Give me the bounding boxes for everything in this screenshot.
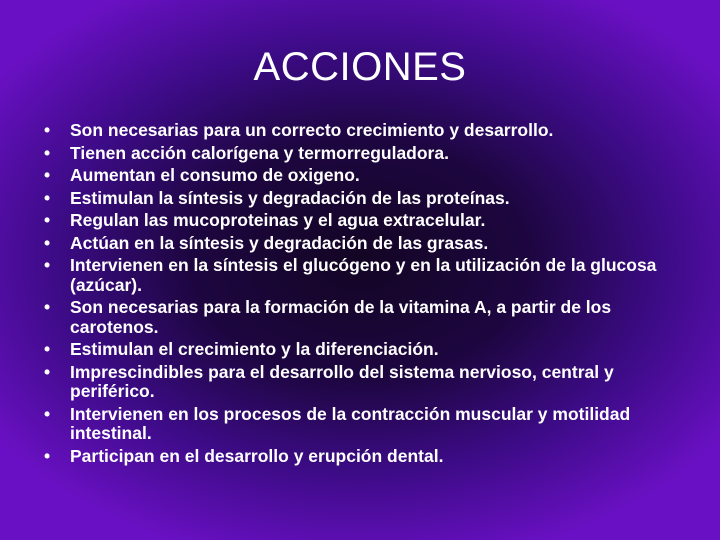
list-item-text: Imprescindibles para el desarrollo del sistema nervioso, central y periférico. (70, 361, 614, 401)
list-item (44, 405, 684, 444)
list-item (44, 340, 684, 360)
list-item (44, 211, 684, 231)
list-item (44, 298, 684, 337)
list-item (44, 121, 684, 141)
slide-title: ACCIONES (253, 45, 467, 89)
bullet-icon: • (44, 403, 51, 424)
list-item-text: Intervienen en la síntesis el glucógeno y en la utilización de la glucosa (azúcar). (70, 255, 657, 295)
list-item-text: Tienen acción calorígena y termorreguladora. (70, 142, 449, 163)
bullet-icon: • (44, 361, 51, 382)
bullet-icon: • (44, 210, 51, 230)
bullet-list (44, 121, 684, 469)
list-item (44, 447, 684, 467)
list-item-text: Son necesarias para un correcto crecimiento y desarrollo. (70, 120, 554, 140)
list-item (44, 166, 684, 186)
bullet-icon: • (44, 187, 51, 208)
bullet-icon: • (44, 339, 51, 359)
bullet-icon: • (44, 297, 51, 317)
bullet-icon: • (44, 255, 51, 275)
list-item-text: Estimulan la síntesis y degradación de las proteínas. (70, 187, 510, 208)
list-item-text: Regulan las mucoproteinas y el agua extracelular. (70, 210, 486, 230)
list-item-text: Estimulan el crecimiento y la diferenciación. (70, 339, 439, 359)
list-item-text: Intervienen en los procesos de la contracción muscular y motilidad intestinal. (70, 403, 631, 443)
list-item (44, 256, 684, 295)
bullet-icon: • (44, 142, 51, 163)
list-item (44, 144, 684, 164)
bullet-icon: • (44, 445, 51, 466)
list-item-text: Aumentan el consumo de oxigeno. (70, 165, 360, 185)
bullet-icon: • (44, 232, 51, 253)
bullet-icon: • (44, 165, 51, 185)
bullet-icon: • (44, 120, 51, 140)
list-item-text: Son necesarias para la formación de la vitamina A, a partir de los carotenos. (70, 297, 612, 337)
list-item (44, 363, 684, 402)
list-item (44, 189, 684, 209)
list-item-text: Participan en el desarrollo y erupción dental. (70, 445, 444, 466)
list-item (44, 234, 684, 254)
list-item-text: Actúan en la síntesis y degradación de las grasas. (70, 232, 489, 253)
